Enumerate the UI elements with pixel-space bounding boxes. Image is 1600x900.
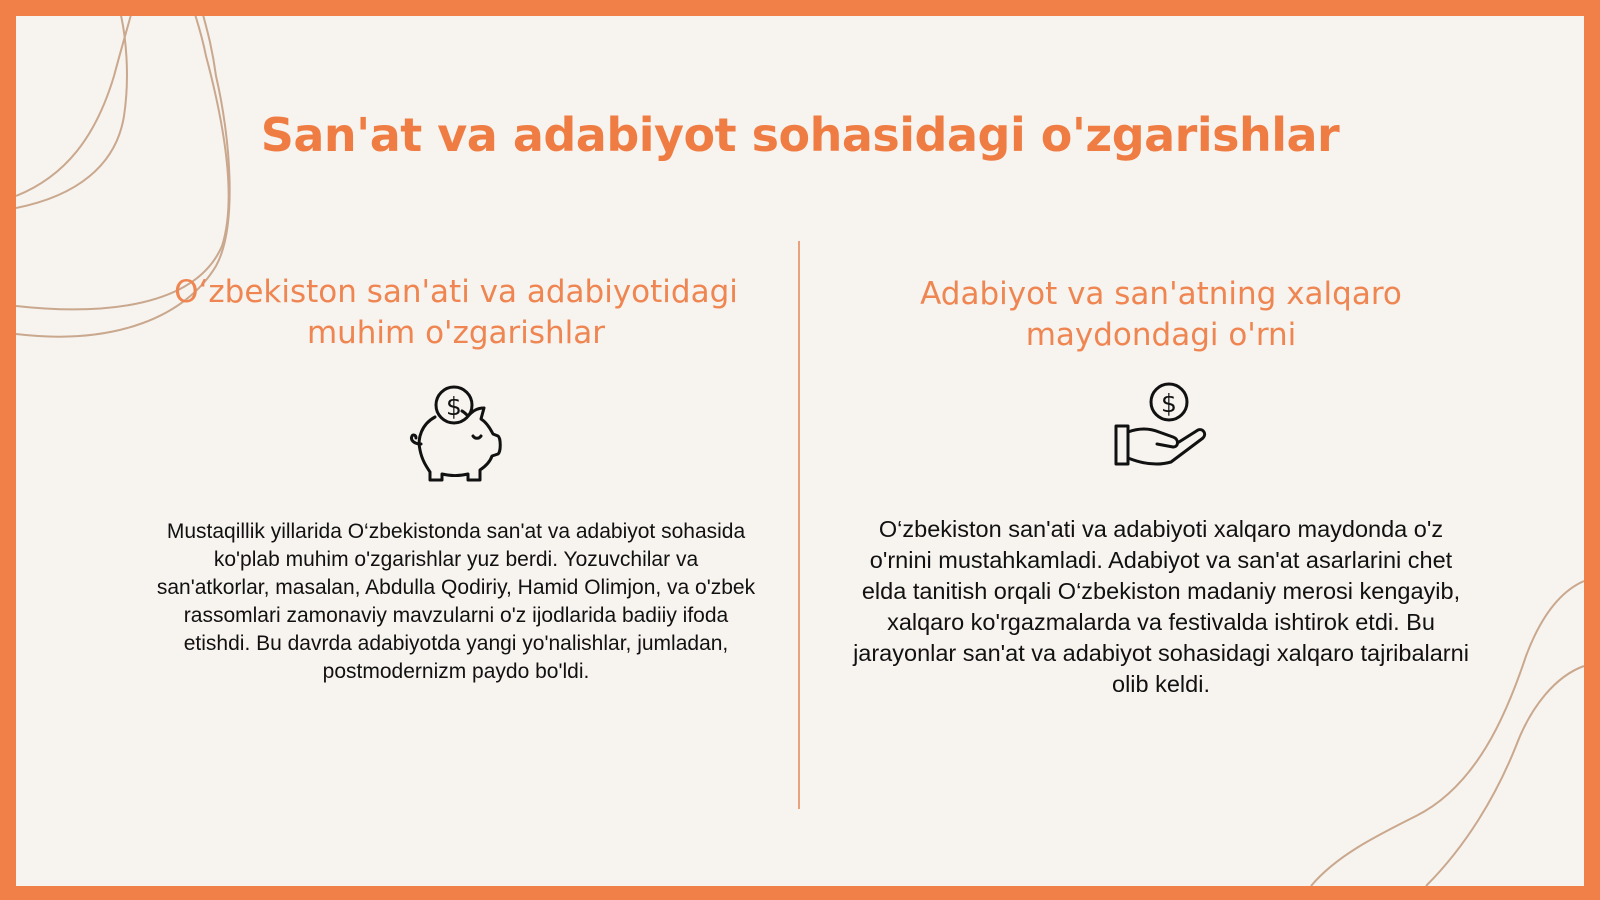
deco-curve-top-left-3 (16, 16, 229, 309)
left-body-text: Mustaqillik yillarida O‘zbekistonda san'at va adabiyot sohasida ko'plab muhim o'zgarishlar yuz berdi. Yozuvchilar va san'atkorlar, masalan, Abdulla Qodiriy, Hamid Olimjon, va o'zbek rassomlari zamonaviy mavzularni o'z ijodlarida badiiy ifoda etishdi. Bu davrda adabiyotda yangi yo'nalishlar, jumladan, postmodernizm paydo bo'ldi. (156, 520, 756, 683)
right-heading: Adabiyot va san'atning xalqaro maydondagi o'rni (920, 276, 1402, 353)
left-heading: O‘zbekiston san'ati va adabiyotidagi muhim o'zgarishlar (174, 274, 738, 351)
left-column (156, 272, 756, 686)
slide (16, 16, 1584, 886)
piggy-bank-dollar-icon (404, 384, 508, 484)
column-divider (798, 241, 800, 809)
hand-dollar-coin-icon (1113, 382, 1209, 472)
right-column (846, 274, 1476, 700)
right-body-text: O‘zbekiston san'ati va adabiyoti xalqaro maydonda o'z o'rnini mustahkamladi. Adabiyot va san'at asarlarini chet elda tanitish orqali O‘zbekiston madaniy merosi kengayib, xalqaro ko'rgazmalarda va festivalda ishtirok etdi. Bu jarayonlar san'at va adabiyot sohasidagi xalqaro tajribalarni olib keldi. (853, 516, 1469, 697)
slide-title: San'at va adabiyot sohasidagi o'zgarishlar (260, 108, 1340, 162)
svg-text:$: $ (1161, 389, 1177, 418)
svg-text:$: $ (446, 392, 462, 421)
deco-curve-top-left-2 (16, 16, 132, 196)
